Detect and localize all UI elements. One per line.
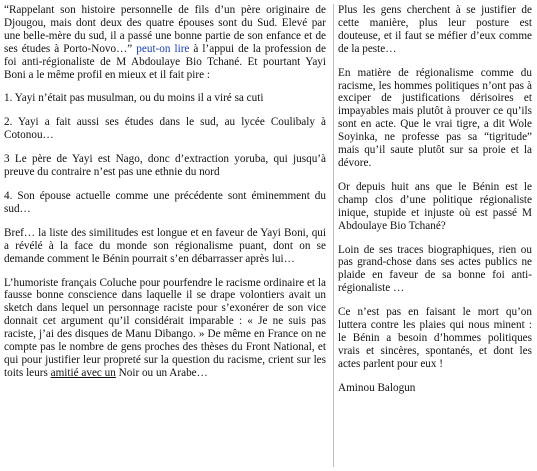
right-paragraph-2: En matière de régionalisme comme du racisme, les hommes politiques n’ont pas à exciper de justifications dérisoires et impayables mais plutôt à prouver ce qu’ils sont en acte. Que le vrai tigre, a dit Wole Soyinka, ne professe pas sa “tigritude” mais qu’il saute plutôt sur sa proie et la dévore. [338,66,532,169]
right-paragraph-4: Loin de ses traces biographiques, rien ou pas grand-chose dans ses actes publics ne plaide en faveur de sa bonne foi anti-régionaliste … [338,243,532,295]
list-item-1: 1. Yayi n’était pas musulman, ou du moins il a viré sa cuti [4,92,264,105]
bref-paragraph: Bref… la liste des similitudes est longue et en faveur de Yayi Boni, qui a révélé à la face du monde son régionalisme puant, dont on se demande comment le Bénin pourrait s’en débarrasser après lui… [4,226,326,265]
underlined-phrase: amitié avec un [50,366,116,379]
right-paragraph-5: Ce n’est pas en faisant le mort qu’on luttera contre les plaies qui nous minent : le Bénin a besoin d’hommes politiques vrais et sincères, spontanés, et dont les actes parlent pour eux ! [338,306,532,370]
coluche-ending: Noir ou un Arabe… [115,366,208,379]
list-item-4: 4. Son épouse actuelle comme une précédente sont éminemment du sud… [4,189,326,215]
left-column [4,4,326,391]
peut-on-lire-link[interactable]: peut-on lire [136,42,190,55]
intro-quote: “Rappelant son histoire personnelle de fils d’un père originaire de Djougou, mais dont deux des quatre épouses sont du Sud. Elevé par une belle-mère du sud, il a passé une bonne partie de son enfance et de ses études à Porto-Novo…” [4,4,326,55]
list-item-3: 3 Le père de Yayi est Nago, donc d’extraction yoruba, qui jusqu’à preuve du contraire n’est pas une ethnie du nord [4,153,326,179]
right-column [338,4,532,406]
right-paragraph-1: Plus les gens cherchent à se justifier de cette manière, plus leur posture est douteuse, et il faut se méfier d’eux comme de la peste… [338,4,532,55]
author-signature: Aminou Balogun [338,381,416,394]
list-item-2: 2. Yayi a fait aussi ses études dans le sud, au lycée Coulibaly à Cotonou… [4,116,326,142]
column-divider [333,4,334,467]
coluche-text: L’humoriste français Coluche pour pourfendre le racisme ordinaire et la fausse bonne conscience dans laquelle il se drape volontiers avait un sketch dans lequel un personnage raciste pour s’exonérer de son vice donnait cet argument qu’il considérait imparable : « Je ne suis pas raciste, j’ai des disques de Manu Dibango. » De même en France on ne compte pas le nombre de gens proches des thèses du Front National, et qui pour justifier leur propreté sur la question du racisme, crient sur les toits leurs [4,276,326,379]
intro-paragraph [4,4,326,81]
intro-continuation: à l’appui de la profession de foi anti-régionaliste de M Abdoulaye Bio Tchané. Et pourtant Yayi Boni a le même profil en mieux et il fait pire : [4,42,326,81]
coluche-paragraph [4,277,326,380]
right-paragraph-3: Or depuis huit ans que le Bénin est le champ clos d’une politique régionaliste inique, stupide et injuste où est passé M Abdoulaye Bio Tchané? [338,180,532,232]
